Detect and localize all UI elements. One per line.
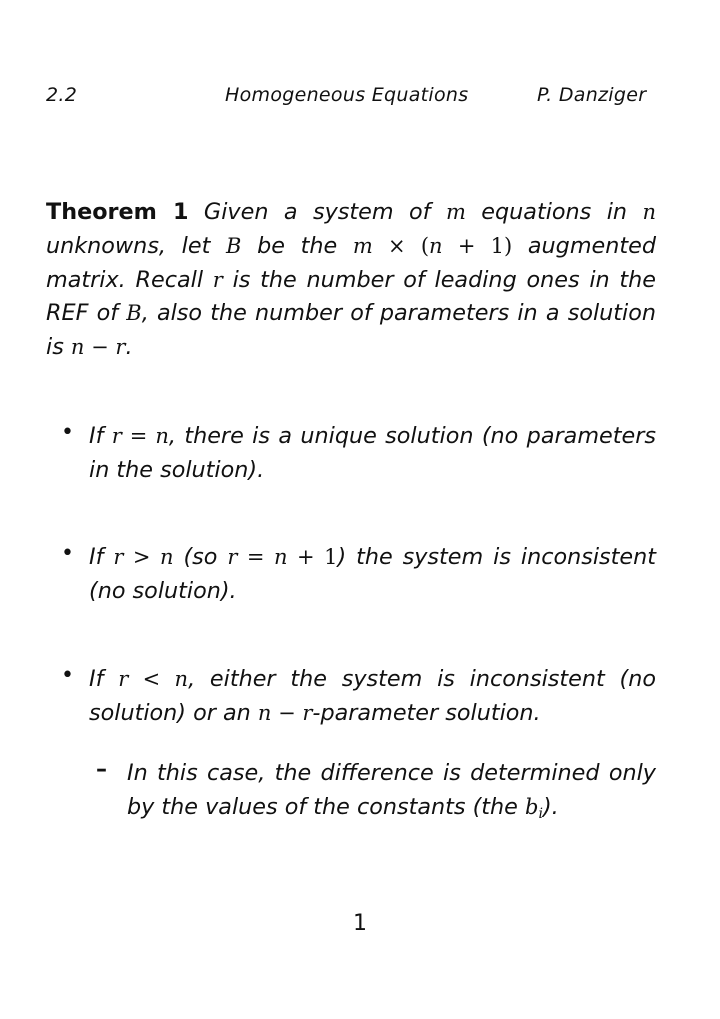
math-subscript: i bbox=[538, 805, 543, 822]
dash-icon: – bbox=[96, 757, 107, 782]
math-variable: n bbox=[642, 200, 656, 224]
math-expression bbox=[227, 545, 337, 569]
math-variable: r bbox=[111, 424, 122, 448]
sub-list-item-text: In this case, the difference is determined only by the values of the constants (the bbox=[127, 760, 656, 820]
math-expression bbox=[118, 667, 188, 691]
bullet-icon: • bbox=[61, 420, 74, 445]
math-operator: = bbox=[237, 545, 274, 569]
math-paren: ) bbox=[504, 233, 513, 258]
list-item-text: If bbox=[89, 666, 119, 692]
theorem-text: unknowns, let bbox=[46, 232, 226, 259]
math-variable: n bbox=[257, 700, 272, 725]
math-variable: m bbox=[352, 233, 373, 258]
math-variable: n bbox=[155, 424, 169, 448]
math-operator: > bbox=[123, 545, 160, 569]
list-item-text: -parameter solution. bbox=[312, 699, 541, 726]
math-operator: + bbox=[287, 545, 325, 569]
math-variable: n bbox=[160, 545, 174, 569]
list-item bbox=[89, 420, 656, 488]
list-item bbox=[89, 541, 656, 609]
math-variable: m bbox=[445, 200, 466, 224]
math-expression bbox=[112, 424, 169, 448]
theorem-label: Theorem 1 bbox=[46, 199, 189, 225]
theorem-text: be the bbox=[241, 232, 353, 259]
theorem-text: augmented matrix. Recall bbox=[46, 232, 657, 293]
sub-list-item-text: ). bbox=[542, 793, 559, 820]
math-variable: n bbox=[174, 667, 189, 691]
math-operator: × bbox=[372, 233, 421, 258]
list-item-text: If bbox=[89, 423, 112, 449]
math-operator: < bbox=[128, 667, 175, 691]
math-paren: ( bbox=[420, 233, 430, 258]
math-variable: r bbox=[113, 545, 124, 569]
math-expression bbox=[71, 335, 126, 359]
math-expression bbox=[258, 701, 313, 725]
theorem-text: Given a system of bbox=[188, 199, 446, 225]
sub-list-item bbox=[127, 757, 656, 825]
list-item bbox=[89, 663, 656, 731]
math-variable: r bbox=[302, 700, 313, 725]
header-title: Homogeneous Equations bbox=[225, 84, 469, 106]
math-number: 1 bbox=[490, 233, 505, 258]
list-item-text: (so bbox=[173, 544, 228, 570]
math-variable: r bbox=[115, 335, 126, 360]
math-variable: n bbox=[429, 233, 443, 258]
list-item-text: ) the system is inconsistent (no solution). bbox=[89, 544, 656, 604]
header-author: P. Danziger bbox=[537, 84, 647, 106]
list-item-text: , either the system is inconsistent (no solution) or an bbox=[89, 666, 656, 726]
theorem-text: . bbox=[125, 334, 133, 361]
math-expression bbox=[353, 234, 512, 258]
list-item-text: If bbox=[89, 544, 114, 570]
math-number: 1 bbox=[324, 545, 338, 569]
page-number: 1 bbox=[353, 911, 367, 936]
theorem-text: , also the number of parameters in a solution is bbox=[46, 300, 656, 361]
bullet-icon: • bbox=[61, 663, 74, 688]
math-variable: B bbox=[126, 301, 142, 326]
math-operator: + bbox=[442, 233, 491, 258]
math-variable: B bbox=[225, 233, 242, 258]
math-variable: n bbox=[70, 335, 85, 360]
math-variable: b bbox=[525, 794, 539, 819]
list-item-text: , there is a unique solution (no parameters in the solution). bbox=[89, 423, 656, 483]
math-operator: − bbox=[271, 700, 303, 725]
math-variable: r bbox=[118, 667, 129, 691]
math-variable: n bbox=[273, 545, 288, 569]
math-operator: = bbox=[121, 424, 156, 448]
theorem-text: equations in bbox=[465, 199, 643, 225]
math-expression bbox=[525, 794, 543, 822]
math-variable: r bbox=[227, 545, 238, 569]
bullet-icon: • bbox=[61, 541, 74, 566]
theorem-text: is the number of leading ones in the REF of bbox=[46, 266, 656, 327]
math-operator: − bbox=[84, 335, 116, 360]
math-variable: r bbox=[212, 267, 223, 292]
theorem-block bbox=[46, 196, 656, 365]
header-section-number: 2.2 bbox=[46, 84, 78, 106]
math-expression bbox=[113, 545, 173, 569]
